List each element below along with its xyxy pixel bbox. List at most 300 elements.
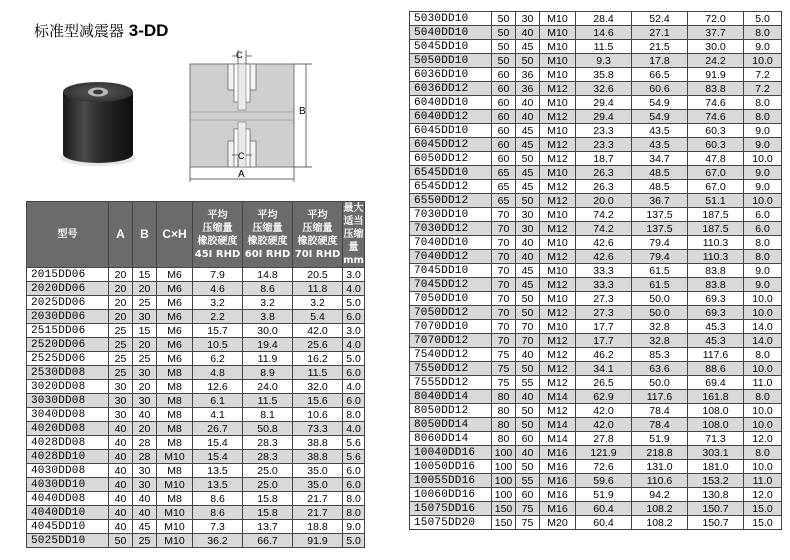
value-cell: 63.6	[632, 362, 688, 376]
value-cell: 91.9	[688, 68, 744, 82]
value-cell: M10	[540, 166, 576, 180]
value-cell: 181.0	[688, 460, 744, 474]
value-cell: 78.4	[632, 404, 688, 418]
table-row	[410, 376, 782, 390]
value-cell: 8.0	[343, 506, 365, 520]
label-c-top: C	[236, 50, 243, 60]
value-cell: M10	[540, 292, 576, 306]
value-cell: 70	[492, 264, 516, 278]
value-cell: 60	[492, 124, 516, 138]
model-cell: 15075DD20	[410, 516, 492, 530]
value-cell: 6.1	[193, 394, 243, 408]
value-cell: 55	[516, 376, 540, 390]
value-cell: 130.8	[688, 488, 744, 502]
value-cell: 25.0	[243, 478, 293, 492]
value-cell: M10	[540, 12, 576, 26]
model-cell: 7045DD12	[410, 278, 492, 292]
spec-table-right	[409, 11, 782, 530]
dimension-drawing	[182, 46, 332, 186]
value-cell: M12	[540, 222, 576, 236]
value-cell: 45.3	[688, 320, 744, 334]
table-row	[27, 506, 365, 520]
value-cell: 9.0	[744, 180, 782, 194]
value-cell: 28	[133, 436, 157, 450]
table-row	[410, 334, 782, 348]
value-cell: 85.3	[632, 348, 688, 362]
model-cell: 2520DD06	[27, 338, 109, 352]
table-row	[410, 138, 782, 152]
value-cell: 40	[109, 520, 133, 534]
value-cell: 15.0	[744, 502, 782, 516]
table-row	[27, 338, 365, 352]
value-cell: 74.2	[576, 222, 632, 236]
value-cell: 42.0	[576, 404, 632, 418]
table-row	[27, 268, 365, 282]
table-row	[410, 40, 782, 54]
value-cell: 11.5	[576, 40, 632, 54]
table-row	[410, 250, 782, 264]
value-cell: M6	[157, 352, 193, 366]
value-cell: 18.8	[293, 520, 343, 534]
table-row	[410, 320, 782, 334]
value-cell: 4.0	[343, 338, 365, 352]
value-cell: 10.0	[744, 306, 782, 320]
value-cell: 70	[516, 320, 540, 334]
value-cell: 26.7	[193, 422, 243, 436]
value-cell: M12	[540, 376, 576, 390]
value-cell: 24.0	[243, 380, 293, 394]
value-cell: 50.8	[243, 422, 293, 436]
value-cell: M8	[157, 394, 193, 408]
value-cell: 37.7	[688, 26, 744, 40]
value-cell: 150	[492, 516, 516, 530]
value-cell: 50	[516, 292, 540, 306]
spec-table-left	[26, 201, 365, 548]
value-cell: 34.1	[576, 362, 632, 376]
value-cell: 74.6	[688, 110, 744, 124]
value-cell: 30	[109, 380, 133, 394]
value-cell: 30	[516, 12, 540, 26]
model-cell: 5050DD10	[410, 54, 492, 68]
value-cell: 45.3	[688, 334, 744, 348]
value-cell: M10	[540, 208, 576, 222]
value-cell: 4.0	[343, 282, 365, 296]
value-cell: 10.0	[744, 404, 782, 418]
value-cell: 55	[516, 474, 540, 488]
value-cell: M8	[157, 464, 193, 478]
value-cell: 30	[133, 478, 157, 492]
value-cell: 69.4	[688, 376, 744, 390]
value-cell: 78.4	[632, 418, 688, 432]
value-cell: 43.5	[632, 124, 688, 138]
model-cell: 4020DD08	[27, 422, 109, 436]
value-cell: 137.5	[632, 222, 688, 236]
table-row	[410, 264, 782, 278]
model-cell: 4045DD10	[27, 520, 109, 534]
value-cell: 7.2	[744, 82, 782, 96]
table-row	[410, 348, 782, 362]
model-cell: 6545DD12	[410, 180, 492, 194]
model-cell: 6545DD10	[410, 166, 492, 180]
value-cell: 28	[133, 450, 157, 464]
value-cell: 19.4	[243, 338, 293, 352]
value-cell: 45	[516, 138, 540, 152]
value-cell: 108.0	[688, 404, 744, 418]
label-b: B	[299, 106, 306, 117]
header-load-60: 平均 压缩量 橡胶硬度 60I RHD	[243, 202, 293, 268]
value-cell: 8.0	[744, 348, 782, 362]
value-cell: 7.2	[744, 68, 782, 82]
value-cell: 10.6	[293, 408, 343, 422]
value-cell: 43.5	[632, 138, 688, 152]
value-cell: 5.6	[343, 450, 365, 464]
value-cell: 40	[109, 450, 133, 464]
value-cell: M12	[540, 138, 576, 152]
value-cell: M10	[540, 40, 576, 54]
table-row	[27, 436, 365, 450]
header-load-45: 平均 压缩量 橡胶硬度 45I RHD	[193, 202, 243, 268]
value-cell: 25	[109, 324, 133, 338]
value-cell: 73.3	[293, 422, 343, 436]
value-cell: 20	[133, 422, 157, 436]
model-cell: 6040DD10	[410, 96, 492, 110]
value-cell: M8	[157, 436, 193, 450]
table-row	[410, 488, 782, 502]
value-cell: 11.8	[293, 282, 343, 296]
value-cell: 8.0	[744, 390, 782, 404]
value-cell: 65	[492, 194, 516, 208]
value-cell: 3.2	[193, 296, 243, 310]
value-cell: 80	[492, 390, 516, 404]
value-cell: 17.8	[632, 54, 688, 68]
value-cell: 45	[516, 124, 540, 138]
model-cell: 5025DD10	[27, 534, 109, 548]
value-cell: 13.5	[193, 478, 243, 492]
value-cell: 17.7	[576, 334, 632, 348]
value-cell: 34.7	[632, 152, 688, 166]
value-cell: 60.4	[576, 502, 632, 516]
value-cell: 50	[516, 306, 540, 320]
value-cell: 35.8	[576, 68, 632, 82]
value-cell: M10	[540, 236, 576, 250]
value-cell: 67.0	[688, 166, 744, 180]
value-cell: M6	[157, 338, 193, 352]
value-cell: 40	[109, 478, 133, 492]
value-cell: 40	[109, 422, 133, 436]
value-cell: M14	[540, 432, 576, 446]
table-row	[27, 464, 365, 478]
value-cell: 20	[133, 338, 157, 352]
value-cell: 121.9	[576, 446, 632, 460]
value-cell: M16	[540, 502, 576, 516]
model-cell: 10060DD16	[410, 488, 492, 502]
value-cell: 100	[492, 446, 516, 460]
value-cell: 50	[109, 534, 133, 548]
value-cell: 35.0	[293, 464, 343, 478]
table-row	[410, 12, 782, 26]
value-cell: 4.8	[193, 366, 243, 380]
value-cell: 20	[133, 380, 157, 394]
value-cell: 9.3	[576, 54, 632, 68]
table-row	[27, 352, 365, 366]
value-cell: 10.5	[193, 338, 243, 352]
value-cell: 9.0	[343, 520, 365, 534]
value-cell: 13.5	[193, 464, 243, 478]
value-cell: 60	[492, 138, 516, 152]
value-cell: 30	[133, 394, 157, 408]
value-cell: M12	[540, 362, 576, 376]
value-cell: 15.7	[193, 324, 243, 338]
value-cell: 12.0	[744, 432, 782, 446]
value-cell: 20	[109, 296, 133, 310]
table-row	[27, 380, 365, 394]
value-cell: M12	[540, 250, 576, 264]
value-cell: M12	[540, 348, 576, 362]
value-cell: 303.1	[688, 446, 744, 460]
model-cell: 8040DD14	[410, 390, 492, 404]
model-cell: 6045DD10	[410, 124, 492, 138]
value-cell: M10	[540, 54, 576, 68]
value-cell: 26.3	[576, 180, 632, 194]
value-cell: 25	[109, 338, 133, 352]
value-cell: M8	[157, 408, 193, 422]
value-cell: 45	[516, 166, 540, 180]
table-row	[410, 418, 782, 432]
value-cell: 80	[492, 418, 516, 432]
value-cell: 6.0	[343, 464, 365, 478]
value-cell: 51.1	[688, 194, 744, 208]
value-cell: 40	[516, 96, 540, 110]
value-cell: 110.6	[632, 474, 688, 488]
table-row	[410, 68, 782, 82]
value-cell: M10	[157, 450, 193, 464]
model-cell: 7030DD12	[410, 222, 492, 236]
value-cell: 14.6	[576, 26, 632, 40]
value-cell: 70	[492, 250, 516, 264]
value-cell: 20	[109, 310, 133, 324]
value-cell: 26.5	[576, 376, 632, 390]
value-cell: 83.8	[688, 264, 744, 278]
value-cell: 50	[492, 26, 516, 40]
value-cell: 110.3	[688, 250, 744, 264]
value-cell: 38.8	[293, 436, 343, 450]
model-cell: 6036DD10	[410, 68, 492, 82]
value-cell: M12	[540, 110, 576, 124]
value-cell: M10	[540, 320, 576, 334]
value-cell: 75	[492, 362, 516, 376]
value-cell: 161.8	[688, 390, 744, 404]
value-cell: M6	[157, 268, 193, 282]
model-cell: 8060DD14	[410, 432, 492, 446]
value-cell: 5.0	[343, 352, 365, 366]
table-row	[410, 166, 782, 180]
table-row	[410, 278, 782, 292]
value-cell: 45	[133, 520, 157, 534]
value-cell: 9.0	[744, 40, 782, 54]
value-cell: 61.5	[632, 278, 688, 292]
value-cell: 137.5	[632, 208, 688, 222]
value-cell: M14	[540, 418, 576, 432]
value-cell: 25	[133, 296, 157, 310]
value-cell: 20	[109, 282, 133, 296]
value-cell: 60.6	[632, 82, 688, 96]
value-cell: 70	[492, 222, 516, 236]
value-cell: 40	[516, 26, 540, 40]
value-cell: M12	[540, 152, 576, 166]
table-row	[410, 292, 782, 306]
value-cell: M12	[540, 82, 576, 96]
model-cell: 2020DD06	[27, 282, 109, 296]
value-cell: 6.0	[744, 208, 782, 222]
value-cell: 70	[492, 278, 516, 292]
value-cell: 4.1	[193, 408, 243, 422]
value-cell: M6	[157, 324, 193, 338]
value-cell: 26.3	[576, 166, 632, 180]
value-cell: 60	[492, 152, 516, 166]
value-cell: 8.0	[744, 236, 782, 250]
model-cell: 10040DD16	[410, 446, 492, 460]
value-cell: 4.6	[193, 282, 243, 296]
value-cell: 70	[492, 320, 516, 334]
value-cell: 45	[516, 264, 540, 278]
model-cell: 5040DD10	[410, 26, 492, 40]
table-row	[410, 446, 782, 460]
value-cell: M10	[540, 124, 576, 138]
table-row	[27, 394, 365, 408]
model-cell: 7555DD12	[410, 376, 492, 390]
value-cell: 11.9	[243, 352, 293, 366]
value-cell: 25	[109, 366, 133, 380]
value-cell: 4.0	[343, 380, 365, 394]
value-cell: 117.6	[632, 390, 688, 404]
value-cell: 12.0	[744, 488, 782, 502]
value-cell: 15	[133, 324, 157, 338]
value-cell: 80	[492, 404, 516, 418]
value-cell: M10	[540, 26, 576, 40]
value-cell: 8.0	[343, 408, 365, 422]
value-cell: M8	[157, 366, 193, 380]
value-cell: 10.0	[744, 418, 782, 432]
value-cell: 50	[492, 12, 516, 26]
value-cell: 36	[516, 68, 540, 82]
model-cell: 10055DD16	[410, 474, 492, 488]
value-cell: 70	[492, 292, 516, 306]
value-cell: 75	[516, 516, 540, 530]
value-cell: 10.0	[744, 54, 782, 68]
value-cell: 30.0	[688, 40, 744, 54]
value-cell: 7.3	[193, 520, 243, 534]
value-cell: 15	[133, 268, 157, 282]
value-cell: 6.2	[193, 352, 243, 366]
value-cell: 67.0	[688, 180, 744, 194]
value-cell: 91.9	[293, 534, 343, 548]
model-cell: 6045DD12	[410, 138, 492, 152]
value-cell: M10	[540, 96, 576, 110]
value-cell: 79.4	[632, 236, 688, 250]
value-cell: 36	[516, 82, 540, 96]
value-cell: M8	[157, 492, 193, 506]
table-row	[27, 492, 365, 506]
value-cell: 20.0	[576, 194, 632, 208]
model-cell: 4028DD08	[27, 436, 109, 450]
model-cell: 7050DD10	[410, 292, 492, 306]
value-cell: 23.3	[576, 138, 632, 152]
value-cell: 70	[492, 208, 516, 222]
value-cell: 3.2	[293, 296, 343, 310]
table-row	[27, 450, 365, 464]
header-max-compression: 最大 适当 压缩量 mm	[343, 203, 364, 266]
model-cell: 7540DD12	[410, 348, 492, 362]
value-cell: 30	[109, 408, 133, 422]
value-cell: M6	[157, 296, 193, 310]
label-c-bottom: C	[238, 151, 245, 161]
value-cell: 2.2	[193, 310, 243, 324]
table-row	[410, 124, 782, 138]
table-row	[410, 306, 782, 320]
value-cell: 8.0	[744, 96, 782, 110]
value-cell: 50	[516, 362, 540, 376]
value-cell: 10.0	[744, 292, 782, 306]
value-cell: 21.5	[632, 40, 688, 54]
value-cell: 15.6	[293, 394, 343, 408]
value-cell: 75	[492, 348, 516, 362]
model-cell: 10050DD16	[410, 460, 492, 474]
value-cell: M12	[540, 404, 576, 418]
value-cell: 59.6	[576, 474, 632, 488]
value-cell: 11.5	[293, 366, 343, 380]
value-cell: 32.8	[632, 334, 688, 348]
model-cell: 7030DD10	[410, 208, 492, 222]
value-cell: 29.4	[576, 96, 632, 110]
value-cell: 30	[133, 310, 157, 324]
table-row	[27, 520, 365, 534]
model-cell: 7550DD12	[410, 362, 492, 376]
value-cell: 52.4	[632, 12, 688, 26]
value-cell: 79.4	[632, 250, 688, 264]
value-cell: 60	[492, 96, 516, 110]
value-cell: 100	[492, 474, 516, 488]
value-cell: 20	[109, 268, 133, 282]
model-cell: 4040DD08	[27, 492, 109, 506]
value-cell: M6	[157, 282, 193, 296]
model-cell: 6040DD12	[410, 110, 492, 124]
value-cell: 50.0	[632, 292, 688, 306]
value-cell: 40	[516, 250, 540, 264]
value-cell: 69.3	[688, 292, 744, 306]
value-cell: 15.0	[744, 516, 782, 530]
value-cell: 3.0	[343, 268, 365, 282]
value-cell: 100	[492, 488, 516, 502]
value-cell: 218.8	[632, 446, 688, 460]
product-image	[58, 78, 138, 168]
value-cell: M10	[157, 534, 193, 548]
title-code: 3-DD	[128, 21, 169, 40]
table-row	[27, 366, 365, 380]
table-row	[410, 110, 782, 124]
value-cell: 40	[516, 446, 540, 460]
model-cell: 3020DD08	[27, 380, 109, 394]
table-row	[410, 152, 782, 166]
value-cell: M16	[540, 460, 576, 474]
model-cell: 4030DD10	[27, 478, 109, 492]
value-cell: 3.8	[243, 310, 293, 324]
table-row	[410, 460, 782, 474]
value-cell: 117.6	[688, 348, 744, 362]
value-cell: 15.4	[193, 450, 243, 464]
value-cell: 54.9	[632, 110, 688, 124]
value-cell: M10	[157, 478, 193, 492]
value-cell: 11.0	[744, 474, 782, 488]
